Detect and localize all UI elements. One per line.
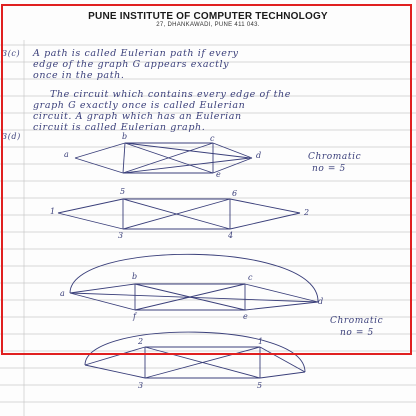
text-line-7: circuit is called Eulerian graph.	[33, 122, 206, 133]
graph2-vertex-6: 6	[232, 189, 238, 198]
text-line-1: A path is called Eulerian path if every	[33, 48, 239, 59]
graph3-vertex-d: d	[318, 297, 324, 306]
graph2-vertex-4: 4	[228, 231, 234, 240]
selection-frame	[1, 4, 412, 355]
graph1-vertex-d: d	[256, 151, 262, 160]
institute-address: 27, DHANKAWADI, PUNE 411 043.	[156, 22, 260, 28]
graph3-chromatic-label: Chromatic	[330, 316, 384, 326]
graph1-vertex-b: b	[122, 132, 128, 141]
graph4-vertex-3: 3	[138, 381, 144, 390]
question-number-3c: 3(c)	[2, 49, 21, 58]
graph2-vertex-5: 5	[120, 187, 126, 196]
graph3-vertex-b: b	[132, 272, 138, 281]
text-line-4: The circuit which contains every edge of the	[50, 89, 291, 100]
text-line-3: once in the path.	[33, 70, 125, 81]
graph2-vertex-2: 2	[304, 208, 310, 217]
graph1-vertex-e: e	[216, 170, 221, 179]
graph1-chromatic-label: Chromatic	[308, 152, 362, 162]
graph2-vertex-3: 3	[118, 231, 124, 240]
text-line-2: edge of the graph G appears exactly	[33, 59, 230, 70]
graph3-vertex-a: a	[60, 289, 65, 298]
question-number-3d: 3(d)	[2, 132, 21, 141]
institute-name: PUNE INSTITUTE OF COMPUTER TECHNOLOGY	[88, 11, 328, 22]
text-line-5: graph G exactly once is called Eulerian	[33, 100, 246, 111]
graph3-vertex-f: f	[133, 312, 136, 321]
graph1-chromatic-value: no = 5	[312, 164, 346, 174]
graph1-vertex-a: a	[64, 150, 69, 159]
graph4-vertex-1: 1	[258, 337, 264, 346]
graph4-vertex-5: 5	[257, 381, 263, 390]
graph3-vertex-e: e	[243, 312, 248, 321]
graph2-vertex-1: 1	[50, 207, 56, 216]
graph1-vertex-c: c	[210, 134, 215, 143]
graph4-vertex-2: 2	[138, 337, 144, 346]
graph3-vertex-c: c	[248, 273, 253, 282]
graph3-chromatic-value: no = 5	[340, 328, 374, 338]
text-line-6: circuit. A graph which has an Eulerian	[33, 111, 242, 122]
